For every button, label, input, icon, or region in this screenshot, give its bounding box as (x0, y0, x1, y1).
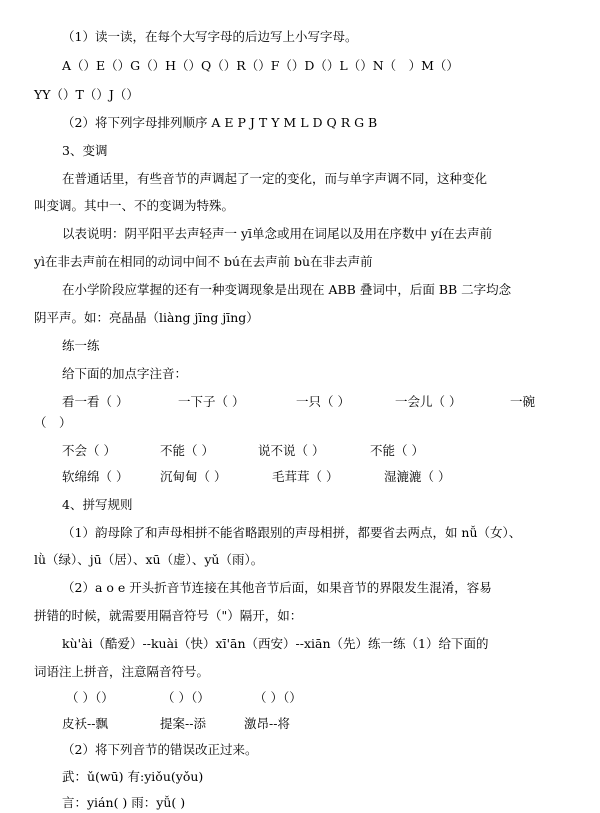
uppercase-letters-row-2: YY（）T（）J（） (34, 87, 139, 102)
bu-tone-item: 不能（ ） (370, 443, 424, 458)
paragraph-line: （1）韵母除了和声母相拼不能省略跟别的声母相拼，都要省去两点，如 nǚ（女）、 (62, 525, 522, 540)
paragraph-line: yì在非去声前在相同的动词中间不 bú在去声前 bù在非去声前 (34, 254, 373, 269)
yi-tone-item: 看一看（ ） (62, 394, 129, 409)
paragraph-line: 阴平声。如：亮晶晶（liàng jīng jīng） (34, 310, 259, 325)
abb-item: 软绵绵（ ） (62, 469, 129, 484)
paragraph-line: lǜ（绿）、jū（居）、xū（虚）、yǔ（雨）。 (34, 552, 264, 567)
yi-tone-item: 一只（ ） (296, 394, 350, 409)
paragraph-line: 以表说明：阴平阳平去声轻声一 yī单念或用在词尾以及用在序数中 yí在去声前 (62, 226, 493, 241)
uppercase-letters-row: A（）E（）G（）H（）Q（）R（）F（）D（）L（）N（ ）M（） (62, 58, 459, 73)
correction-line: 武：ǔ(wū) 有:yiǒu(yǒu) (62, 769, 204, 784)
paragraph-line: （2）a o e 开头折音节连接在其他音节后面，如果音节的界限发生混淆，容易 (62, 580, 492, 595)
practice-heading: 练一练 (62, 338, 100, 353)
pinyin-blank: （ ）（） (66, 690, 114, 705)
abb-item: 沉甸甸（ ） (160, 469, 227, 484)
paragraph-line: 拼错的时候，就需要用隔音符号（"）隔开，如： (34, 608, 303, 623)
paragraph-line: 在小学阶段应掌握的还有一种变调现象是出现在 ABB 叠词中，后面 BB 二字均念 (62, 282, 512, 297)
yi-tone-item: 一会儿（ ） (395, 394, 462, 409)
abb-item: 毛茸茸（ ） (272, 469, 339, 484)
bu-tone-item: 不会（ ） (62, 443, 116, 458)
section-4-heading: 4、拼写规则 (62, 497, 133, 512)
yi-tone-item: 一碗 (510, 394, 536, 409)
word-pair: 激昂--将 (244, 716, 290, 731)
paragraph-line: 词语注上拼音，注意隔音符号。 (34, 664, 210, 679)
abb-item: 湿漉漉（ ） (384, 469, 451, 484)
word-pair: 皮袄--飘 (62, 716, 108, 731)
exercise-1-instruction: （1）读一读，在每个大写字母的后边写上小写字母。 (62, 29, 358, 44)
exercise-2-instruction: （2）将下列字母排列顺序 A E P J T Y M L D Q R G B (62, 115, 378, 130)
pinyin-blank: （ ）（） (254, 690, 302, 705)
paragraph-line: 叫变调。其中一、不的变调为特殊。 (34, 198, 235, 213)
bu-tone-item: 说不说（ ） (258, 443, 325, 458)
correction-line: 言：yián( ) 雨：yǚ( ) (62, 795, 186, 810)
pinyin-blank: （ ）（） (162, 690, 210, 705)
practice-instruction: 给下面的加点字注音： (62, 366, 188, 381)
yi-tone-item: 一下子（ ） (178, 394, 245, 409)
word-pair: 提案--添 (160, 716, 206, 731)
paragraph-line: kù'ài（酷爱）--kuài（快）xī'ān（西安）--xiān（先）练一练（1）给下面的 (62, 636, 489, 651)
bu-tone-item: 不能（ ） (160, 443, 214, 458)
section-3-heading: 3、变调 (62, 143, 108, 158)
answer-blank: （ ） (34, 415, 72, 430)
paragraph-line: 在普通话里，有些音节的声调起了一定的变化，而与单字声调不同，这种变化 (62, 171, 488, 186)
exercise-instruction: （2）将下列音节的错误改正过来。 (62, 742, 258, 757)
